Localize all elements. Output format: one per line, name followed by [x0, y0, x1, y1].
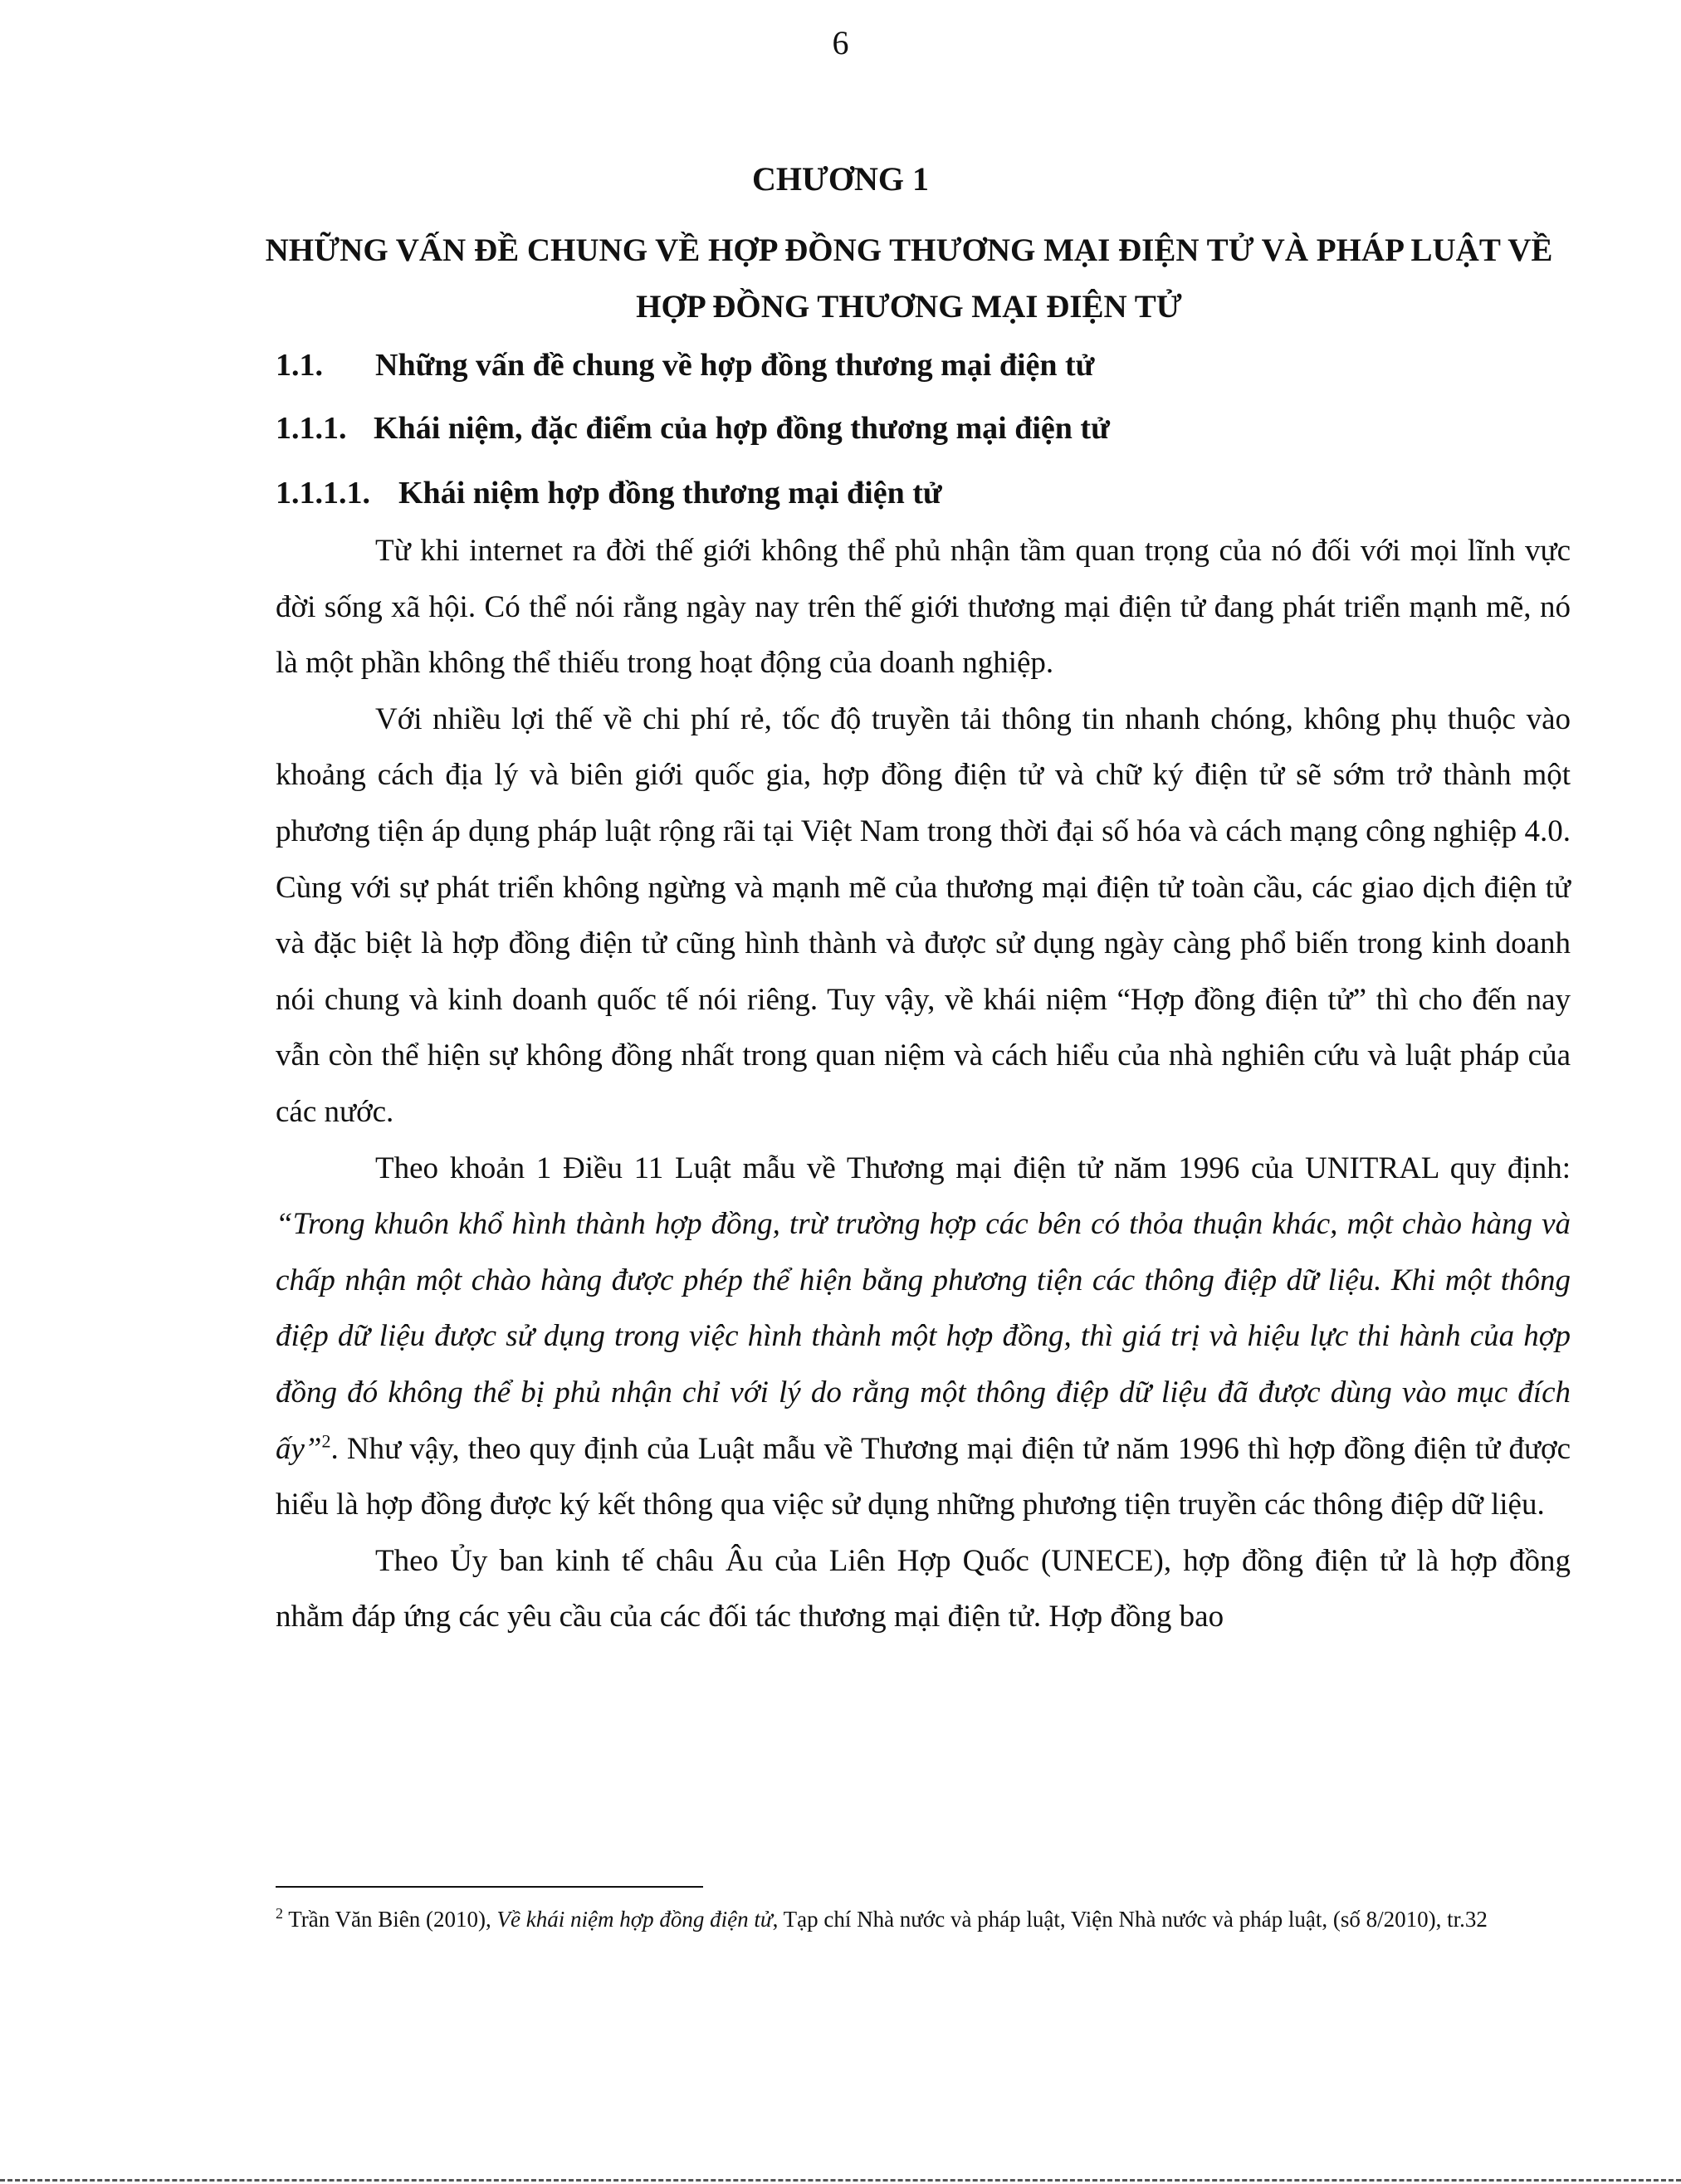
paragraph-3-intro: Theo khoản 1 Điều 11 Luật mẫu về Thương mại điện tử năm 1996 của UNITRAL quy định:: [375, 1151, 1571, 1185]
footnote-divider: [276, 1886, 703, 1888]
paragraph-4: Theo Ủy ban kinh tế châu Âu của Liên Hợp Quốc (UNECE), hợp đồng điện tử là hợp đồng nhằm đáp ứng các yêu cầu của các đối tác thương mại điện tử. Hợp đồng bao: [276, 1543, 1571, 1634]
footnote-reference: 2: [321, 1430, 331, 1452]
paragraph-3: [276, 1141, 1571, 1533]
footnote-source: , Tạp chí Nhà nước và pháp luật, Viện Nhà nước và pháp luật, (số 8/2010), tr.32: [772, 1907, 1488, 1932]
section-number: 1.1.1.: [276, 411, 347, 446]
section-title: Khái niệm, đặc điểm của hợp đồng thương mại điện tử: [374, 411, 1110, 446]
section-heading-1-1: [276, 347, 1095, 384]
footnote: [276, 1903, 1571, 1936]
section-number: 1.1.1.1.: [276, 476, 370, 511]
paragraph-2: Với nhiều lợi thế về chi phí rẻ, tốc độ truyền tải thông tin nhanh chóng, không phụ thuộc vào khoảng cách địa lý và biên giới quốc gia, hợp đồng điện tử và chữ ký điện tử sẽ sớm trở thành một phương tiện áp dụng pháp luật rộng rãi tại Việt Nam trong thời đại số hóa và cách mạng công nghiệp 4.0. Cùng với sự phát triển không ngừng và mạnh mẽ của thương mại điện tử toàn cầu, các giao dịch điện tử và đặc biệt là hợp đồng điện tử cũng hình thành và được sử dụng ngày càng phổ biến trong kinh doanh nói chung và kinh doanh quốc tế nói riêng. Tuy vậy, về khái niệm “Hợp đồng điện tử” thì cho đến nay vẫn còn thể hiện sự không đồng nhất trong quan niệm và cách hiểu của nhà nghiên cứu và luật pháp của các nước.: [276, 701, 1571, 1129]
chapter-subtitle: NHỮNG VẤN ĐỀ CHUNG VỀ HỢP ĐỒNG THƯƠNG MẠI ĐIỆN TỬ VÀ PHÁP LUẬT VỀ HỢP ĐỒNG THƯƠNG MẠI ĐIỆN TỬ: [265, 232, 1553, 325]
section-title: Khái niệm hợp đồng thương mại điện tử: [398, 476, 942, 511]
page-bottom-divider: [0, 2179, 1681, 2182]
section-number: 1.1.: [276, 348, 323, 383]
section-heading-1-1-1-1: [276, 475, 942, 511]
footnote-title: Về khái niệm hợp đồng điện tử: [496, 1907, 773, 1932]
section-heading-1-1-1: [276, 410, 1110, 447]
section-title: Những vấn đề chung về hợp đồng thương mại điện tử: [375, 348, 1095, 383]
body-text: [276, 523, 1571, 1645]
chapter-title: CHƯƠNG 1: [752, 160, 929, 198]
model-law-quote: “Trong khuôn khổ hình thành hợp đồng, trừ trường hợp các bên có thỏa thuận khác, một chào hàng và chấp nhận một chào hàng được phép thể hiện bằng phương tiện các thông điệp dữ liệu. Khi một thông điệp dữ liệu được sử dụng trong việc hình thành một hợp đồng, thì giá trị và hiệu lực thi hành của hợp đồng đó không thể bị phủ nhận chỉ với lý do rằng một thông điệp dữ liệu đã được dùng vào mục đích ấy”: [276, 1207, 1571, 1466]
footnote-marker: 2: [276, 1905, 283, 1922]
paragraph-3-conclusion: . Như vậy, theo quy định của Luật mẫu về Thương mại điện tử năm 1996 thì hợp đồng điện tử được hiểu là hợp đồng được ký kết thông qua việc sử dụng những phương tiện truyền các thông điệp dữ liệu.: [276, 1431, 1571, 1522]
paragraph-1: Từ khi internet ra đời thế giới không thể phủ nhận tầm quan trọng của nó đối với mọi lĩnh vực đời sống xã hội. Có thể nói rằng ngày nay trên thế giới thương mại điện tử đang phát triển mạnh mẽ, nó là một phần không thể thiếu trong hoạt động của doanh nghiệp.: [276, 534, 1571, 681]
footnote-author: Trần Văn Biên (2010),: [283, 1907, 497, 1932]
page-number: 6: [832, 24, 849, 61]
